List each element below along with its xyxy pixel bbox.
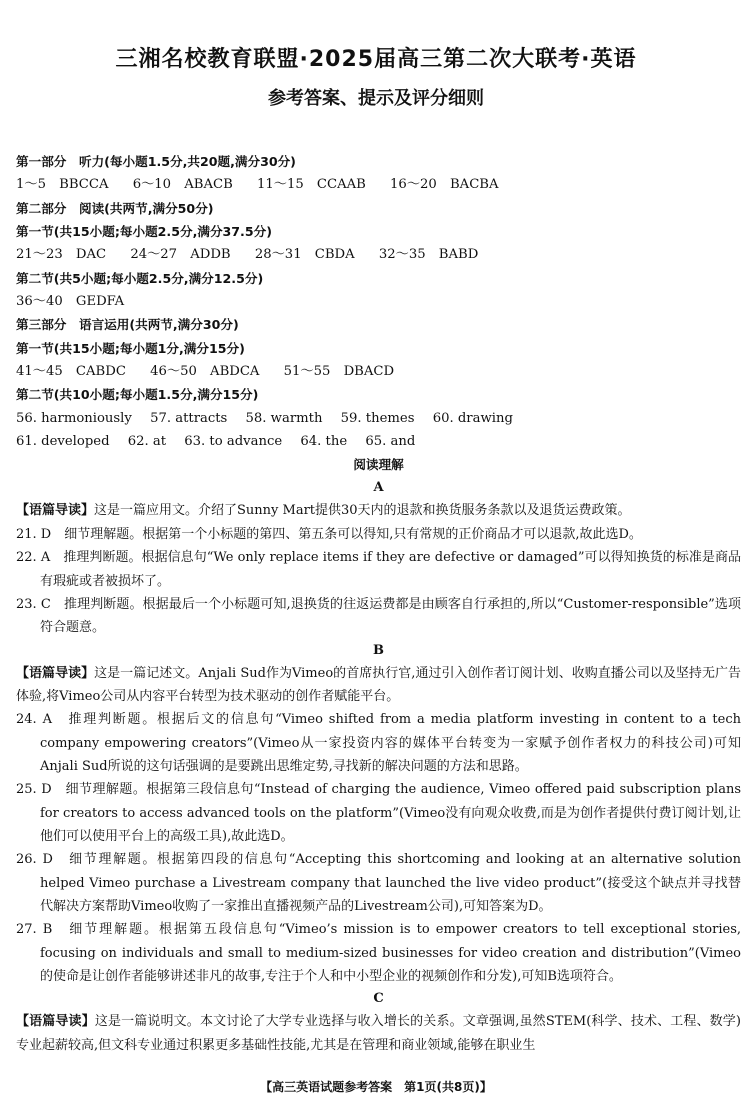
part3-sec2-row2 — [16, 430, 741, 453]
part3-sec2-heading: 第二节(共10小题;每小题1.5分,满分15分) — [16, 387, 259, 403]
page-title: 三湘名校教育联盟·2025届高三第二次大联考·英语 — [115, 47, 637, 72]
part1-keys — [16, 173, 741, 196]
passage-b-intro — [16, 662, 741, 709]
answer-key: 1～5 BBCCA — [16, 177, 109, 193]
blank-answer: 61. developed — [16, 434, 110, 450]
part2-sec1-heading: 第一节(共15小题;每小题2.5分,满分37.5分) — [16, 224, 272, 240]
blank-answer: 59. themes — [340, 410, 415, 426]
explanation-item: 22. A 推理判断题。根据信息句“We only replace items if they are defective or damaged”可以得知换货的标准是商品有瑕疵或者被损坏了。 — [16, 550, 741, 589]
answer-key: 11～15 CCAAB — [256, 177, 366, 193]
answer-key: 51～55 DBACD — [283, 364, 395, 380]
answer-key: 46～50 ABDCA — [150, 364, 260, 380]
explanation-item: 24. A 推理判断题。根据后文的信息句“Vimeo shifted from a media platform investing in content to a tech company empowering creators”(Vimeo从一家投资内容的媒体平台转变为一家赋予创作者权力的科技公司)可知Anjali Sud所说的这句话强调的是要跳出思维定势,寻找新的解决问题的方法和思路。 — [16, 712, 741, 774]
explanation-item: 23. C 推理判断题。根据最后一个小标题可知,退换货的往返运费都是由顾客自行承担的,所以“Customer-responsible”选项符合题意。 — [16, 596, 741, 636]
blank-answer: 65. and — [365, 434, 416, 450]
answer-key: 41～45 CABDC — [16, 364, 126, 380]
page-subtitle: 参考答案、提示及评分细则 — [268, 88, 484, 109]
part3-sec2-row1 — [16, 407, 741, 430]
part2-sec2-heading: 第二节(共5小题;每小题2.5分,满分12.5分) — [16, 270, 264, 286]
part2-heading: 第二部分 阅读(共两节,满分50分) — [16, 200, 214, 216]
explanation-item: 26. D 细节理解题。根据第四段的信息句“Accepting this shortcoming and looking at an alternative solution helped Vimeo purchase a Livestream company that launched the live video product”(接受这个缺点并寻找替代解决方案帮助Vimeo收购了一家推出直播视频产品的Livestream公司),可知答案为D。 — [16, 852, 741, 914]
intro-text: 这是一篇说明文。本文讨论了大学专业选择与收入增长的关系。文章强调,虽然STEM(科学、技术、工程、数学)专业起薪较高,但文科专业通过积累更多基础性技能,尤其是在管理和商业领域,能够在职业生 — [16, 1014, 741, 1053]
intro-tag: 【语篇导读】 — [16, 665, 95, 681]
passage-letter-a: A — [373, 480, 384, 496]
reading-heading: 阅读理解 — [353, 457, 404, 473]
passage-letter-b: B — [373, 642, 384, 658]
answer-key: 28～31 CBDA — [254, 247, 355, 263]
blank-answer: 62. at — [127, 434, 167, 450]
part3-heading: 第三部分 语言运用(共两节,满分30分) — [16, 317, 239, 333]
intro-tag: 【语篇导读】 — [16, 1014, 95, 1030]
explanation-item: 21. D 细节理解题。根据第一个小标题的第四、第五条可以得知,只有常规的正价商品才可以退款,故此选D。 — [16, 526, 642, 542]
part3-sec1-keys — [16, 360, 741, 383]
part3-sec1-heading: 第一节(共15小题;每小题1分,满分15分) — [16, 340, 245, 356]
explanation-item: 25. D 细节理解题。根据第三段信息句“Instead of charging the audience, Vimeo offered paid subscription plans for creators to access advanced tools on the platform”(Vimeo没有向观众收费,而是为创作者提供付费订阅计划,让他们可以使用平台上的高级工具),故此选D。 — [16, 782, 741, 844]
intro-text: 这是一篇应用文。介绍了Sunny Mart提供30天内的退款和换货服务条款以及退货运费政策。 — [94, 503, 631, 519]
blank-answer: 57. attracts — [150, 410, 228, 426]
answer-key: 6～10 ABACB — [132, 177, 233, 193]
answer-key: 21～23 DAC — [16, 247, 107, 263]
answer-key: 24～27 ADDB — [130, 247, 231, 263]
answer-key-section — [16, 150, 741, 1057]
part1-heading: 第一部分 听力(每小题1.5分,共20题,满分30分) — [16, 154, 296, 169]
blank-answer: 58. warmth — [245, 410, 323, 426]
page-footer: 【高三英语试题参考答案 第1页(共8页)】 — [260, 1080, 492, 1094]
intro-text: 这是一篇记述文。Anjali Sud作为Vimeo的首席执行官,通过引入创作者订阅计划、收购直播公司以及坚持无广告体验,将Vimeo公司从内容平台转型为技术驱动的创作者赋能平台。 — [16, 665, 741, 704]
part2-sec1-keys — [16, 243, 741, 266]
answer-key: 36～40 GEDFA — [16, 294, 125, 310]
intro-tag: 【语篇导读】 — [16, 503, 95, 519]
passage-c-intro — [16, 1010, 741, 1057]
passage-a-intro — [16, 499, 741, 522]
blank-answer: 60. drawing — [432, 410, 513, 426]
blank-answer: 56. harmoniously — [16, 410, 132, 426]
answer-key: 32～35 BABD — [378, 247, 479, 263]
explanation-item: 27. B 细节理解题。根据第五段信息句“Vimeo’s mission is to empower creators to tell exceptional stories, focusing on individuals and small to medium-sized businesses for video creation and distribution”(Vimeo的使命是让创作者能够讲述非凡的故事,专注于个人和中小型企业的视频创作和分发),可知B选项符合。 — [16, 922, 741, 984]
answer-key: 16～20 BACBA — [390, 177, 499, 193]
blank-answer: 63. to advance — [184, 434, 283, 450]
part2-sec2-keys — [16, 290, 741, 313]
passage-letter-c: C — [373, 991, 384, 1007]
blank-answer: 64. the — [300, 434, 348, 450]
